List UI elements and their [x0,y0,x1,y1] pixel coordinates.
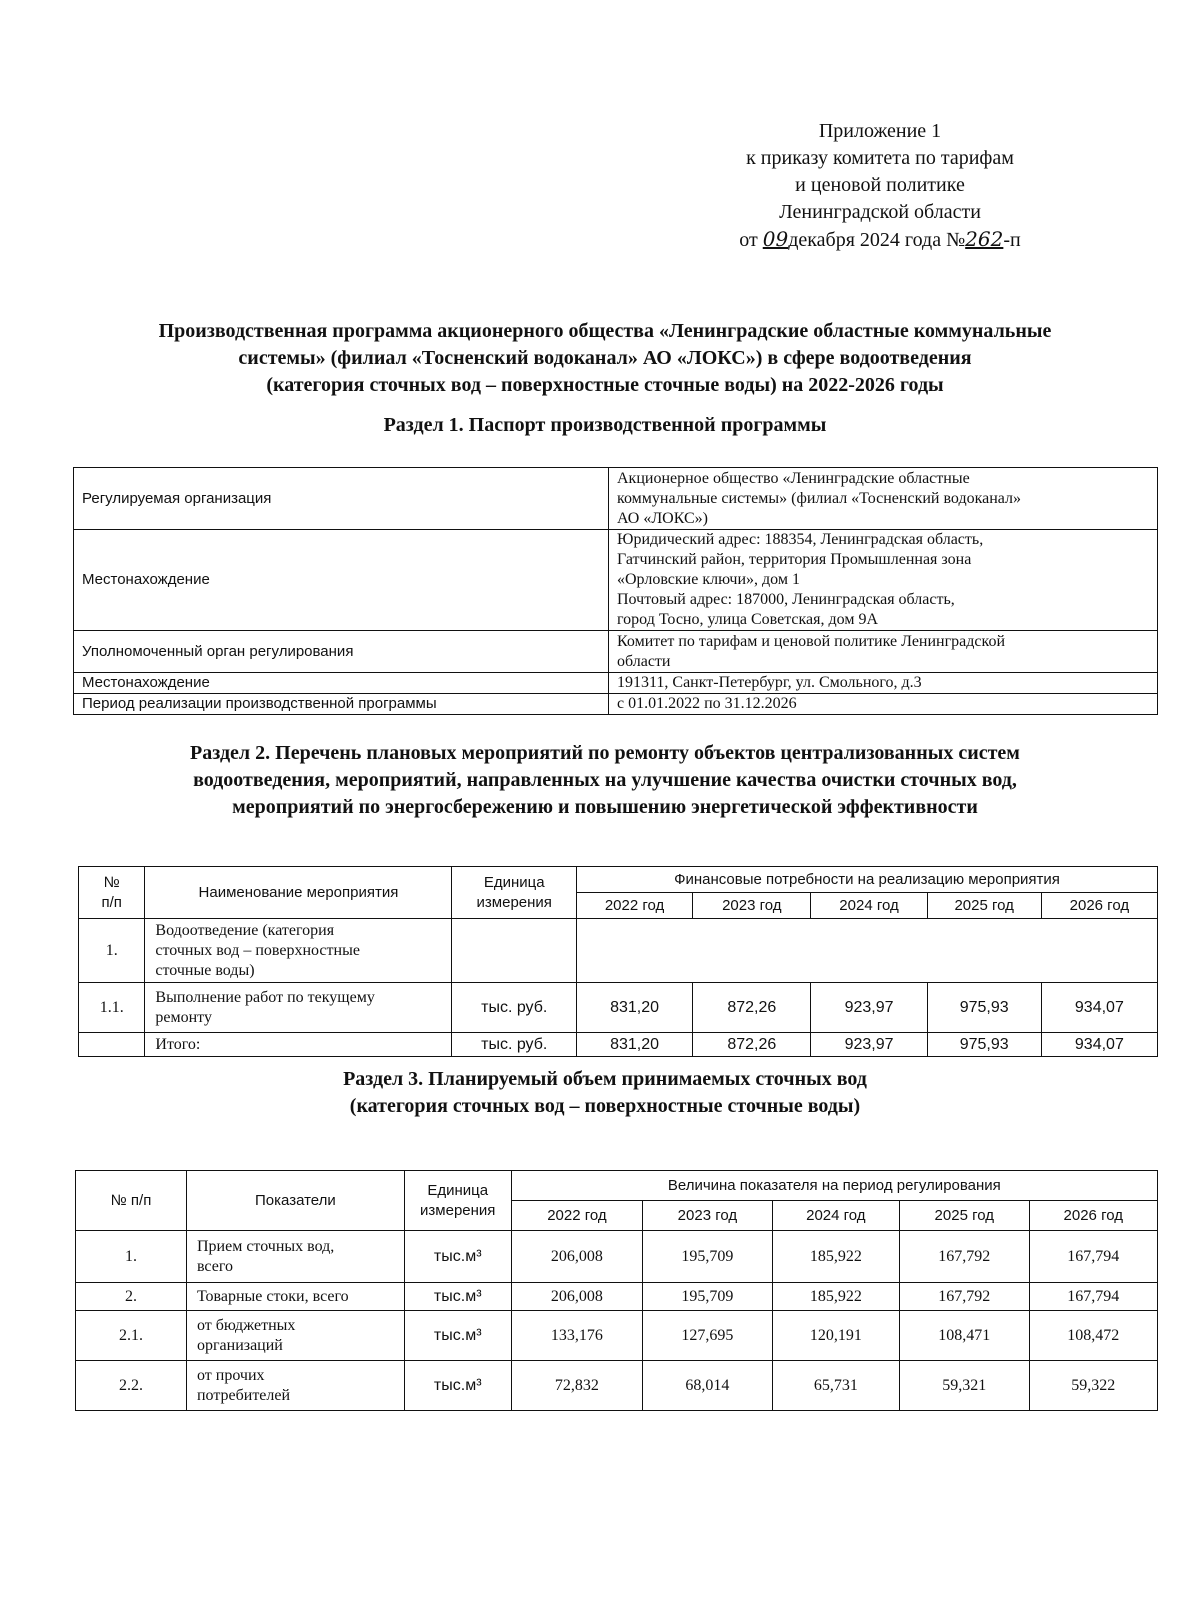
measure-name-line: сточных вод – поверхностные [155,941,360,959]
passport-value-line: 191311, Санкт-Петербург, ул. Смольного, д.3 [617,674,922,691]
value-cell: 68,014 [643,1361,772,1411]
appendix-block [700,118,1060,254]
handwritten-number: 262 [965,227,1004,251]
unit-cell [452,919,577,983]
measures-table [78,866,1158,1057]
passport-label: Период реализации производственной программы [74,694,609,715]
passport-label: Уполномоченный орган регулирования [74,631,609,673]
passport-row [74,631,1158,673]
passport-value-line: Акционерное общество «Ленинградские областные [617,469,970,487]
section3-title-line: Раздел 3. Планируемый объем принимаемых сточных вод [343,1068,867,1090]
empty-values-cell [576,919,1157,983]
measure-name-line: Водоотведение (категория [155,921,335,939]
col-header-num [79,867,145,919]
date-prefix: от [739,229,763,251]
value-cell: 923,97 [811,1033,927,1057]
value-cell: 934,07 [1041,1033,1157,1057]
value-cell: 72,832 [511,1361,643,1411]
passport-value-line: Комитет по тарифам и ценовой политике Ленинградской [617,632,1006,650]
value-cell: 206,008 [511,1231,643,1283]
title-line: Производственная программа акционерного общества «Ленинградские областные коммунальные [158,320,1052,342]
section2-title-line: мероприятий по энергосбережению и повышению энергетической эффективности [232,796,978,818]
section3-title [60,1066,1150,1120]
volume-row [76,1311,1158,1361]
date-suffix: -п [1003,229,1021,251]
passport-value-line: город Тосно, улица Советская, дом 9А [617,611,879,628]
year-header: 2024 год [811,893,927,919]
year-header: 2025 год [927,893,1041,919]
value-cell: 120,191 [772,1311,899,1361]
indicator-name [186,1283,404,1311]
header-text: измерения [476,893,552,911]
row-number: 2.2. [76,1361,187,1411]
year-header: 2022 год [511,1201,643,1231]
passport-value-line: Почтовый адрес: 187000, Ленинградская область, [617,591,955,608]
passport-value-line: области [617,652,671,670]
passport-value-line: Гатчинский район, территория Промышленная зона [617,551,972,568]
year-header: 2025 год [900,1201,1029,1231]
measure-name-line: Итого: [155,1035,201,1053]
header-text: Единица [483,873,545,891]
measure-name-line: Выполнение работ по текущему [155,988,375,1006]
section2-title-line: водоотведения, мероприятий, направленных на улучшение качества очистки сточных вод, [193,769,1017,791]
indicator-name-line: организаций [196,1336,283,1354]
row-number: 2.1. [76,1311,187,1361]
order-date-line [700,226,1060,254]
appendix-line: Ленинградской области [779,201,981,223]
year-header: 2026 год [1041,893,1157,919]
row-number: 1. [76,1231,187,1283]
indicator-name-line: Товарные стоки, всего [196,1287,349,1305]
year-header: 2023 год [693,893,811,919]
row-number: 2. [76,1283,187,1311]
row-number: 1. [79,919,145,983]
indicator-name [186,1361,404,1411]
handwritten-day: 09 [762,227,789,251]
section1-title: Раздел 1. Паспорт производственной программы [383,414,827,436]
passport-value-line: «Орловские ключи», дом 1 [617,571,800,588]
passport-row [74,673,1158,694]
value-cell: 831,20 [576,1033,692,1057]
section3-title-line: (категория сточных вод – поверхностные сточные воды) [349,1095,861,1117]
value-cell: 59,321 [900,1361,1029,1411]
measure-name [145,983,452,1033]
measure-name [145,919,452,983]
indicator-name-line: всего [196,1257,233,1275]
measure-name [145,1033,452,1057]
unit-cell: тыс.м³ [404,1231,511,1283]
value-cell: 934,07 [1041,983,1157,1033]
passport-value-line: Юридический адрес: 188354, Ленинградская область, [617,531,984,548]
passport-value-line: с 01.01.2022 по 31.12.2026 [617,695,797,712]
value-cell: 65,731 [772,1361,899,1411]
unit-cell: тыс. руб. [452,1033,577,1057]
value-cell: 923,97 [811,983,927,1033]
year-header: 2026 год [1029,1201,1157,1231]
appendix-line: к приказу комитета по тарифам [746,147,1014,169]
col-header-num: № п/п [76,1171,187,1231]
value-cell: 133,176 [511,1311,643,1361]
unit-cell: тыс. руб. [452,983,577,1033]
value-cell: 872,26 [693,1033,811,1057]
value-cell: 59,322 [1029,1361,1157,1411]
value-cell: 108,471 [900,1311,1029,1361]
year-header: 2023 год [643,1201,772,1231]
passport-value [609,530,1158,631]
value-cell: 195,709 [643,1231,772,1283]
value-cell: 975,93 [927,1033,1041,1057]
section2-title-line: Раздел 2. Перечень плановых мероприятий по ремонту объектов централизованных систем [190,742,1020,764]
unit-cell: тыс.м³ [404,1283,511,1311]
passport-row [74,530,1158,631]
measure-name-line: сточные воды) [155,961,255,979]
indicator-name [186,1231,404,1283]
year-header: 2022 год [576,893,692,919]
date-mid: декабря 2024 года № [788,229,966,251]
appendix-line: Приложение 1 [818,120,942,142]
unit-cell: тыс.м³ [404,1361,511,1411]
value-cell: 975,93 [927,983,1041,1033]
header-text: № [103,873,120,891]
col-header-name: Наименование мероприятия [145,867,452,919]
document-title [60,318,1150,399]
value-cell: 127,695 [643,1311,772,1361]
header-text: Единица [427,1181,489,1199]
indicator-name-line: Прием сточных вод, [196,1237,335,1255]
volume-row [76,1231,1158,1283]
passport-table [73,467,1158,715]
passport-row [74,468,1158,530]
col-header-value: Величина показателя на период регулирования [511,1171,1157,1201]
passport-value-line: АО «ЛОКС») [617,509,708,527]
title-line: (категория сточных вод – поверхностные сточные воды) на 2022-2026 годы [266,374,944,396]
value-cell: 185,922 [772,1231,899,1283]
passport-label: Местонахождение [74,530,609,631]
passport-label: Местонахождение [74,673,609,694]
unit-cell: тыс.м³ [404,1311,511,1361]
title-line: системы» (филиал «Тосненский водоканал» АО «ЛОКС») в сфере водоотведения [238,347,972,369]
measure-row [79,983,1158,1033]
header-text: измерения [420,1201,496,1219]
measure-name-line: ремонту [155,1008,212,1026]
value-cell: 195,709 [643,1283,772,1311]
value-cell: 872,26 [693,983,811,1033]
value-cell: 185,922 [772,1283,899,1311]
passport-row [74,694,1158,715]
measure-row [79,919,1158,983]
volume-row [76,1361,1158,1411]
value-cell: 831,20 [576,983,692,1033]
indicator-name-line: от бюджетных [196,1316,296,1334]
row-number: 1.1. [79,983,145,1033]
passport-value-line: коммунальные системы» (филиал «Тосненский водоканал» [617,489,1022,507]
volume-table [75,1170,1158,1411]
col-header-indicator: Показатели [186,1171,404,1231]
passport-value [609,694,1158,715]
indicator-name-line: потребителей [196,1386,291,1404]
indicator-name-line: от прочих [196,1366,265,1384]
col-header-unit [452,867,577,919]
col-header-finance: Финансовые потребности на реализацию мероприятия [576,867,1157,893]
value-cell: 167,792 [900,1231,1029,1283]
appendix-line: и ценовой политике [795,174,965,196]
passport-value [609,631,1158,673]
year-header: 2024 год [772,1201,899,1231]
section2-title [60,740,1150,821]
passport-value [609,673,1158,694]
volume-row [76,1283,1158,1311]
value-cell: 167,794 [1029,1283,1157,1311]
value-cell: 167,792 [900,1283,1029,1311]
col-header-unit [404,1171,511,1231]
indicator-name [186,1311,404,1361]
passport-label: Регулируемая организация [74,468,609,530]
value-cell: 167,794 [1029,1231,1157,1283]
measure-row [79,1033,1158,1057]
header-text: п/п [101,893,122,911]
value-cell: 108,472 [1029,1311,1157,1361]
row-number [79,1033,145,1057]
passport-value [609,468,1158,530]
value-cell: 206,008 [511,1283,643,1311]
